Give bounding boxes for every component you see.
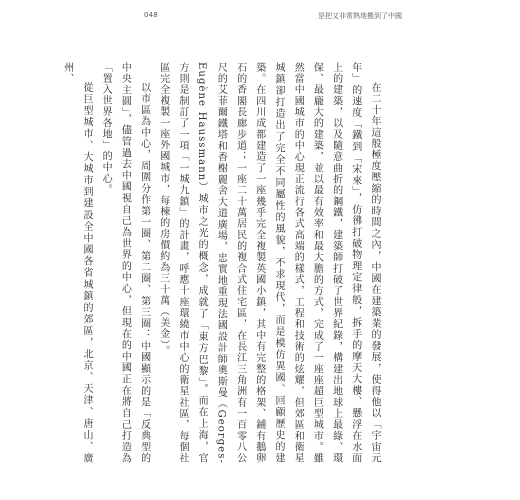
- vertical-text-column: [61, 62, 384, 464]
- body-text: [61, 62, 384, 464]
- paragraph-2: 以市區為中心，周圍分作第一圈、第二圈、第三圈：中國顯示的是「反典型的中央主圓」，儘管過去中國視自己為世界的中心，但現在的中國正在將自己打造為「置入世界各地」的中心。: [100, 62, 150, 464]
- page-number: 048: [144, 11, 158, 19]
- running-header: 是把又非常熱地搬到了中國: [318, 12, 402, 20]
- paragraph-3: 從巨型城市、大城市到建設全中國各省城鎮的郊區，北京、天津、唐山、廣州、: [61, 62, 92, 464]
- paragraph-1: 在二十年這般極度壓縮的時間之內，中國在建築業的發展，使得他以「宇宙元年」的速度「鐵到「宋來」，仿彿打破物理定律般，拆手的摩天大樓、懸浮在水面上的建築，以及隨意曲折的鋼鐵，建築師打破了世界紀錄，構建出地球上最綠、環保、最龐大的建築，並以最有效率和最大膽的方式，完成了一座座超巨型城市。雖然當中國城市的中心現正流行各式高端的樣式，工程和技術的炫耀，但郊區和衛星城鎮卻打造出了完全不同屬性的風貌，不求現代，而是模仿異國、回顧歷史的建築。在四川成都建造了一座幾乎完全複製英國小鎮，其中有完整的格架、鋪有鵝卵石的香閣長廊步道；一座二十萬居民的複合式住宅區，在長江三角洲有一百零八公尺的艾菲爾鐵塔和香榭麗舍大道廣場，忠實地重現法國設計師奧斯曼（Georges-Eugène Haussmann）城市之光的概念，成就了「東方巴黎」。而在上海，官方則是制訂了一項「一城九鎮」的計畫，呼應十座環繞市中心的衛星社區，每個社區完全複製一座外國城市，每棟的房價約為三十萬（美金）。: [157, 62, 380, 464]
